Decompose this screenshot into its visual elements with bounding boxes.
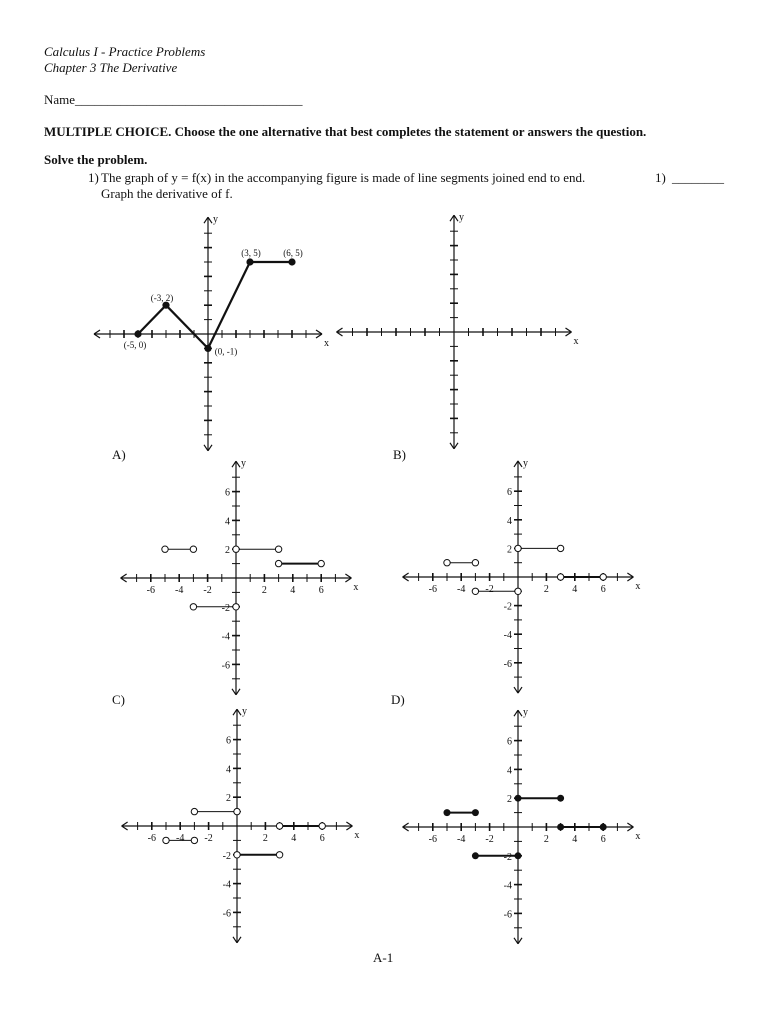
answer-blank[interactable]: ________: [672, 170, 724, 185]
blank-y-label: y: [459, 212, 464, 224]
choice-a-y-tick-label: -2: [221, 602, 230, 614]
choice-a-open-point: [318, 560, 324, 566]
choice-d-label: D): [391, 692, 405, 707]
choice-c-y-label: y: [242, 706, 247, 718]
choice-c-x-tick-label: 2: [262, 833, 268, 844]
question-text-line1: The graph of y = f(x) in the accompanying figure is made of line segments joined end to end.: [101, 170, 586, 185]
choice-d-y-tick-label: 2: [507, 794, 512, 806]
choice-a-x-tick-label: -2: [203, 585, 212, 596]
choice-c-open-point: [191, 837, 197, 843]
choice-a-y-tick-label: 6: [225, 487, 230, 499]
choice-a-graph: [121, 458, 359, 695]
choice-d-closed-point: [472, 809, 479, 816]
choice-c-open-point: [276, 852, 282, 858]
question-text-line2: Graph the derivative of f.: [101, 186, 233, 201]
choice-d-closed-point: [557, 795, 564, 802]
choice-c-y-arrow: [237, 937, 241, 943]
choice-d-y-label: y: [523, 707, 528, 719]
choice-b-y-tick-label: -4: [503, 630, 512, 642]
choice-d-closed-point: [444, 809, 451, 816]
choice-b-open-point: [600, 574, 606, 580]
choice-b-y-tick-label: -6: [503, 658, 512, 670]
choice-a-y-label: y: [241, 458, 246, 470]
choice-c-x-tick-label: 6: [319, 833, 325, 844]
chapter-title: Chapter 3 The Derivative: [44, 60, 178, 75]
original-y-label: y: [213, 214, 218, 226]
original-point: [204, 345, 211, 352]
name-label: Name: [44, 92, 76, 107]
choice-a-open-point: [275, 560, 281, 566]
choice-b-x-tick-label: -6: [428, 584, 437, 595]
choice-b-x-tick-label: -2: [485, 584, 494, 595]
original-y-arrow: [208, 445, 212, 451]
choice-d-closed-point: [515, 795, 522, 802]
choice-c-x-tick-label: -4: [176, 833, 185, 844]
choice-a-open-point: [190, 604, 196, 610]
choice-c-y-tick-label: 2: [226, 793, 231, 805]
choice-b-open-point: [515, 588, 521, 594]
choice-b-open-point: [472, 560, 478, 566]
choice-c-x-tick-label: -6: [147, 833, 156, 844]
choice-a-open-point: [190, 546, 196, 552]
choice-c-open-point: [234, 852, 240, 858]
choice-d-x-tick-label: 6: [600, 834, 606, 845]
answer-number: 1): [655, 170, 666, 185]
choice-d-y-tick-label: 4: [507, 765, 512, 777]
point-label: (3, 5): [241, 248, 261, 258]
choice-c-y-tick-label: 4: [226, 764, 231, 776]
choice-b-y-tick-label: 4: [507, 515, 512, 527]
choice-b-label: B): [393, 447, 406, 462]
choice-b-x-tick-label: 2: [543, 584, 549, 595]
choice-a-label: A): [112, 447, 126, 462]
choice-a-y-arrow: [236, 689, 240, 695]
choice-b-open-point: [557, 545, 563, 551]
choice-d-x-label: x: [635, 831, 641, 842]
point-label: (6, 5): [283, 248, 303, 258]
choice-b-open-point: [444, 560, 450, 566]
original-segment: [138, 305, 166, 334]
choice-a-open-point: [275, 546, 281, 552]
choice-d-y-tick-label: -4: [503, 880, 512, 892]
original-y-arrow: [208, 217, 212, 223]
choice-b-y-tick-label: 6: [507, 487, 512, 499]
choice-d-closed-point: [557, 824, 564, 831]
choice-b-y-tick-label: 2: [507, 544, 512, 556]
choice-a-x-tick-label: 2: [261, 585, 267, 596]
choice-b-open-point: [472, 588, 478, 594]
choice-d-y-tick-label: 6: [507, 736, 512, 748]
choice-d-closed-point: [472, 852, 479, 859]
choice-a-open-point: [162, 546, 168, 552]
choice-c-open-point: [276, 823, 282, 829]
choice-c-open-point: [319, 823, 325, 829]
choice-a-x-tick-label: 6: [318, 585, 324, 596]
choice-a-x-tick-label: -6: [146, 585, 155, 596]
choice-c-open-point: [163, 837, 169, 843]
original-point: [288, 258, 295, 265]
choice-a-y-tick-label: -6: [221, 660, 230, 672]
choice-a-y-tick-label: -4: [221, 631, 230, 643]
question-number: 1): [88, 170, 99, 185]
choice-b-graph: [403, 458, 641, 693]
choice-a-y-tick-label: 2: [225, 545, 230, 557]
choice-c-y-tick-label: 6: [226, 735, 231, 747]
choice-d-y-tick-label: -6: [503, 909, 512, 921]
choice-d-x-tick-label: 2: [543, 834, 549, 845]
instructions: MULTIPLE CHOICE. Choose the one alternative that best completes the statement or answers the question.: [44, 124, 647, 139]
section-heading: Solve the problem.: [44, 152, 148, 167]
choice-a-x-tick-label: 4: [290, 585, 296, 596]
choice-b-y-tick-label: -2: [503, 601, 512, 613]
choice-d-closed-point: [515, 852, 522, 859]
blank-graph: [337, 212, 579, 449]
course-title: Calculus I - Practice Problems: [44, 44, 206, 59]
choice-c-label: C): [112, 692, 125, 707]
choice-c-y-tick-label: -2: [222, 850, 231, 862]
choice-c-x-tick-label: 4: [291, 833, 297, 844]
point-label: (0, -1): [214, 346, 238, 357]
original-x-label: x: [324, 338, 329, 349]
choice-d-graph: [403, 707, 641, 944]
blank-x-label: x: [573, 336, 579, 347]
name-blank[interactable]: ___________________________________: [75, 92, 303, 107]
choice-b-open-point: [515, 545, 521, 551]
original-point: [246, 258, 253, 265]
choice-b-x-tick-label: -4: [457, 584, 466, 595]
choice-a-x-tick-label: -4: [175, 585, 184, 596]
choice-a-x-label: x: [353, 582, 359, 593]
choice-c-y-arrow: [237, 709, 241, 715]
choice-b-open-point: [557, 574, 563, 580]
choice-b-x-tick-label: 4: [572, 584, 578, 595]
original-segment: [208, 262, 250, 348]
choice-d-y-tick-label: -2: [503, 851, 512, 863]
choice-a-open-point: [233, 546, 239, 552]
choice-c-y-tick-label: -4: [222, 879, 231, 891]
choice-b-y-label: y: [523, 457, 528, 469]
original-segment: [166, 305, 208, 348]
choice-d-x-tick-label: -4: [457, 834, 466, 845]
point-label: (-3, 2): [150, 293, 174, 304]
choice-a-y-arrow: [236, 461, 240, 467]
choice-c-x-tick-label: -2: [204, 833, 213, 844]
choice-d-closed-point: [600, 824, 607, 831]
choice-b-x-label: x: [635, 581, 641, 592]
original-point: [134, 330, 141, 337]
choice-b-x-tick-label: 6: [600, 584, 606, 595]
choice-a-open-point: [233, 604, 239, 610]
choice-d-x-tick-label: 4: [572, 834, 578, 845]
choice-c-open-point: [234, 808, 240, 814]
page-number: A-1: [373, 950, 394, 965]
point-label: (-5, 0): [123, 340, 147, 350]
original-graph: [94, 214, 329, 451]
choice-c-graph: [122, 706, 360, 943]
choice-d-x-tick-label: -6: [428, 834, 437, 845]
choice-c-open-point: [191, 808, 197, 814]
choice-a-y-tick-label: 4: [225, 516, 230, 528]
choice-c-x-label: x: [354, 830, 360, 841]
choice-d-x-tick-label: -2: [485, 834, 494, 845]
choice-c-y-tick-label: -6: [222, 908, 231, 920]
